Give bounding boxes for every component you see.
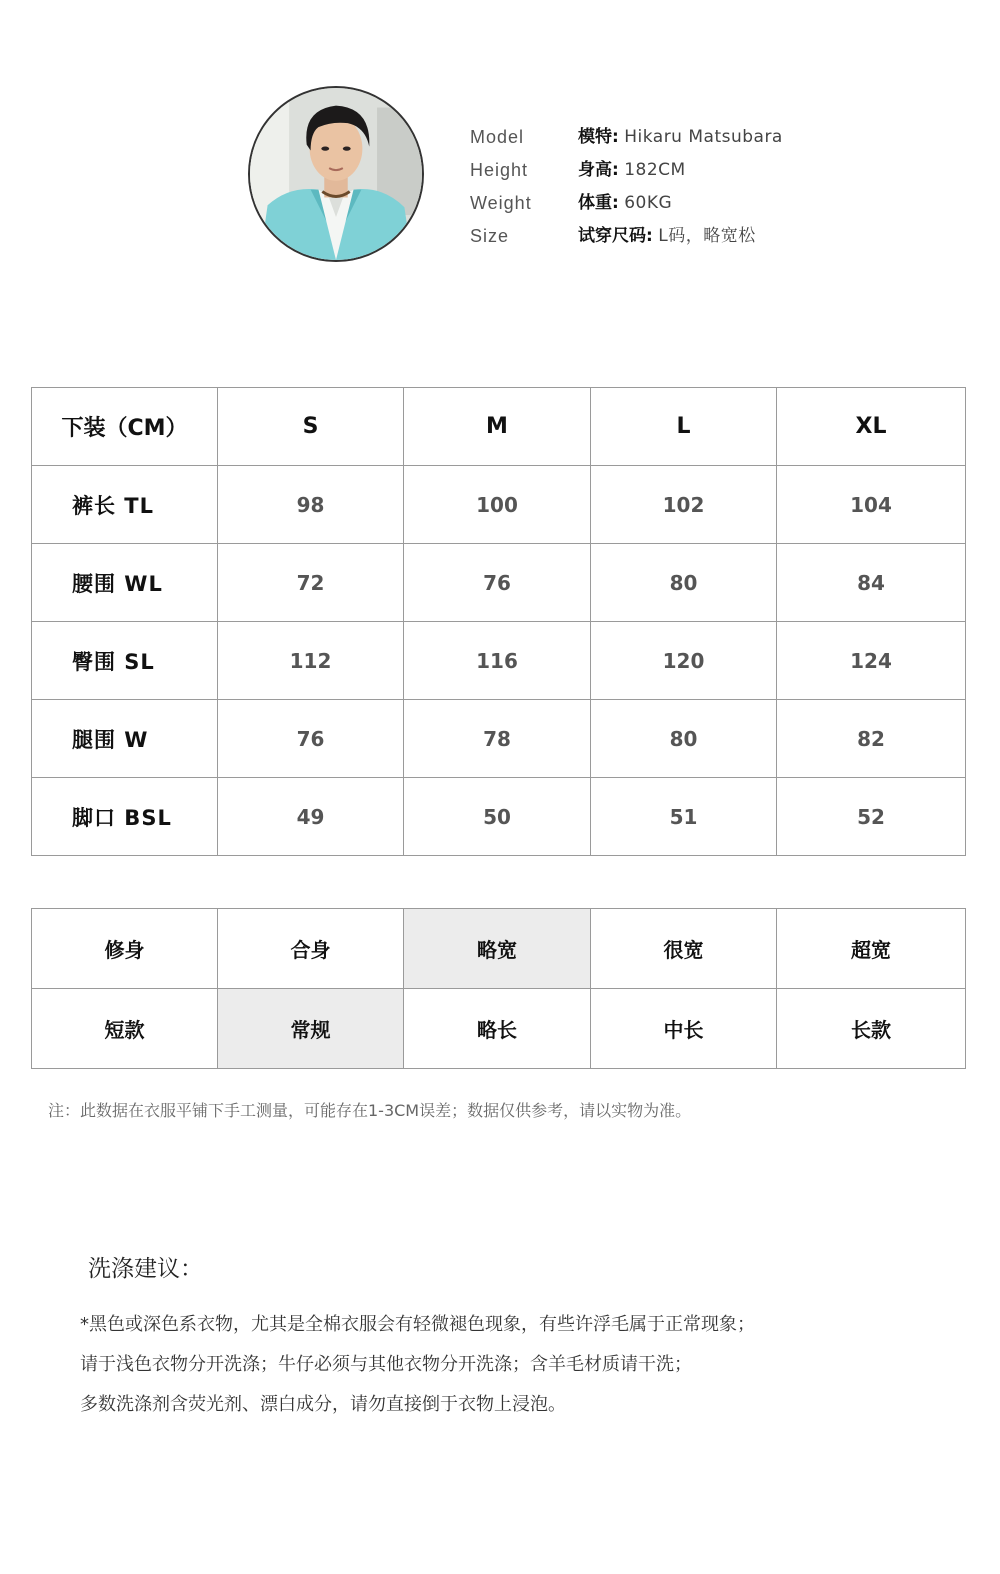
value-cell: 49	[218, 778, 404, 856]
fit-cell: 很宽	[591, 909, 777, 989]
model-weight-value: 60KG	[624, 193, 673, 213]
value-cell: 50	[404, 778, 591, 856]
model-fit-size-row	[578, 223, 783, 256]
value-cell: 112	[218, 622, 404, 700]
value-cell: 76	[218, 700, 404, 778]
row-label: 脚口 BSL	[32, 778, 218, 856]
value-cell: 100	[404, 466, 591, 544]
row-label: 腰围 WL	[32, 544, 218, 622]
value-cell: 84	[777, 544, 966, 622]
fit-cell: 长款	[777, 989, 966, 1069]
header-cell-s: S	[218, 388, 404, 466]
model-weight-key: 体重:	[578, 193, 619, 213]
model-name-key: 模特:	[578, 127, 619, 147]
value-cell: 78	[404, 700, 591, 778]
table-row	[32, 700, 966, 778]
table-row	[32, 544, 966, 622]
model-height-row	[578, 157, 783, 190]
table-row	[32, 778, 966, 856]
fit-cell: 超宽	[777, 909, 966, 989]
fit-cell: 中长	[591, 989, 777, 1069]
fit-table	[31, 908, 966, 1069]
size-table-header	[32, 388, 966, 466]
header-cell-category: 下装（CM）	[32, 388, 218, 466]
fit-row-width	[32, 909, 966, 989]
model-photo	[250, 88, 422, 260]
model-labels-en	[470, 124, 532, 256]
row-label: 臀围 SL	[32, 622, 218, 700]
model-info	[578, 124, 783, 256]
header-cell-xl: XL	[777, 388, 966, 466]
value-cell: 80	[591, 700, 777, 778]
value-cell: 72	[218, 544, 404, 622]
value-cell: 104	[777, 466, 966, 544]
model-weight-row	[578, 190, 783, 223]
washing-advice	[80, 1310, 755, 1430]
value-cell: 124	[777, 622, 966, 700]
fit-cell: 常规	[218, 989, 404, 1069]
model-name-row	[578, 124, 783, 157]
value-cell: 102	[591, 466, 777, 544]
model-height-key: 身高:	[578, 160, 619, 180]
washing-title: 洗涤建议：	[88, 1256, 203, 1282]
fit-cell: 合身	[218, 909, 404, 989]
model-avatar	[248, 86, 424, 262]
value-cell: 52	[777, 778, 966, 856]
fit-row-length	[32, 989, 966, 1069]
fit-cell: 修身	[32, 909, 218, 989]
label-model: Model	[470, 127, 525, 147]
washing-line: *黑色或深色系衣物，尤其是全棉衣服会有轻微褪色现象，有些许浮毛属于正常现象；	[80, 1314, 755, 1335]
table-row	[32, 622, 966, 700]
size-table	[31, 387, 966, 856]
header-cell-l: L	[591, 388, 777, 466]
label-height: Height	[470, 160, 529, 180]
row-label: 裤长 TL	[32, 466, 218, 544]
washing-line: 请于浅色衣物分开洗涤；牛仔必须与其他衣物分开洗涤；含羊毛材质请干洗；	[80, 1354, 692, 1375]
value-cell: 98	[218, 466, 404, 544]
model-name-value: Hikaru Matsubara	[624, 127, 783, 147]
label-weight: Weight	[470, 193, 532, 213]
value-cell: 51	[591, 778, 777, 856]
value-cell: 120	[591, 622, 777, 700]
header-cell-m: M	[404, 388, 591, 466]
measurement-note: 注：此数据在衣服平铺下手工测量，可能存在1-3CM误差；数据仅供参考，请以实物为准。	[48, 1101, 692, 1120]
label-size: Size	[470, 226, 510, 246]
row-label: 腿围 W	[32, 700, 218, 778]
model-fit-size-value: L码，略宽松	[658, 226, 756, 246]
table-row	[32, 466, 966, 544]
model-fit-size-key: 试穿尺码:	[578, 226, 653, 246]
value-cell: 76	[404, 544, 591, 622]
value-cell: 116	[404, 622, 591, 700]
fit-cell: 略宽	[404, 909, 591, 989]
value-cell: 80	[591, 544, 777, 622]
washing-line: 多数洗涤剂含荧光剂、漂白成分，请勿直接倒于衣物上浸泡。	[80, 1394, 566, 1415]
fit-cell: 短款	[32, 989, 218, 1069]
fit-cell: 略长	[404, 989, 591, 1069]
value-cell: 82	[777, 700, 966, 778]
model-height-value: 182CM	[624, 160, 686, 180]
